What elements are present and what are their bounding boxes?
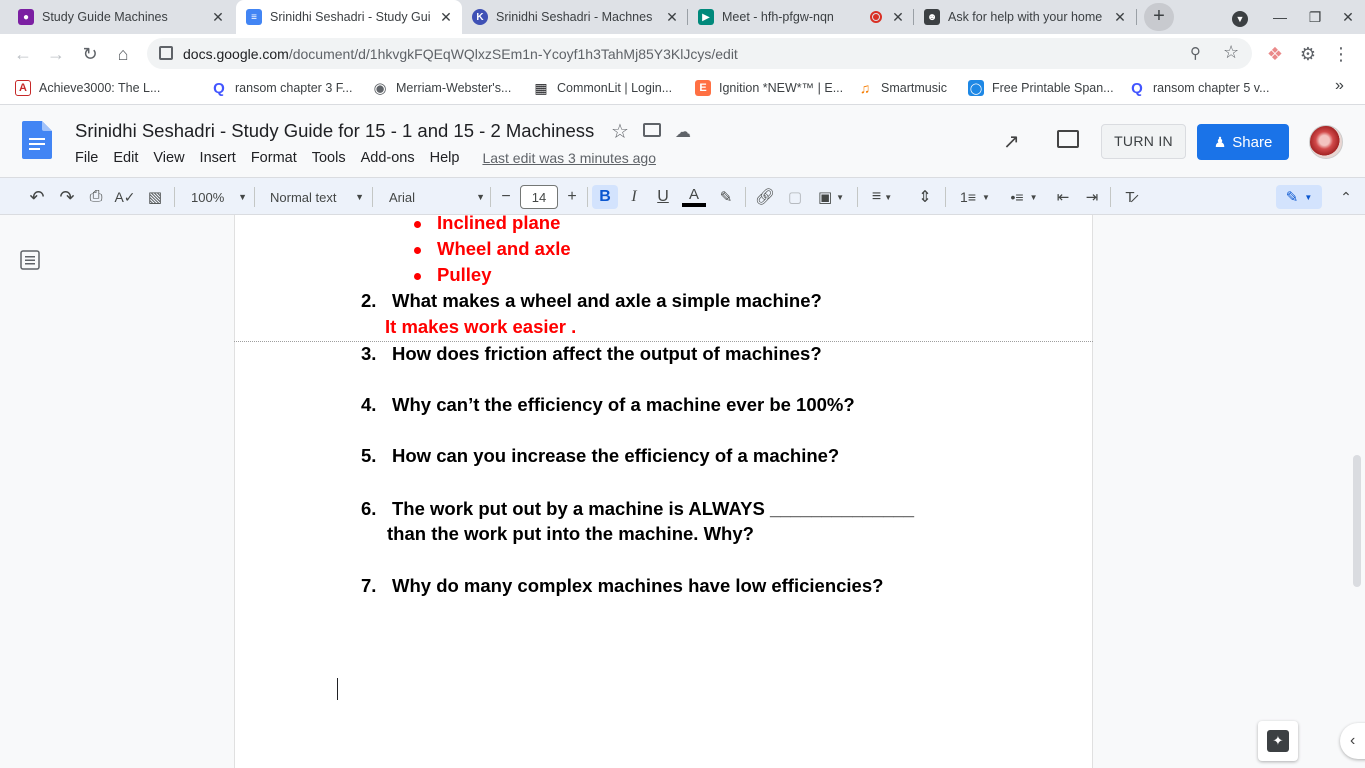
browser-toolbar (0, 34, 1365, 73)
toolbar-divider (587, 187, 588, 207)
move-folder-icon[interactable] (643, 123, 661, 137)
collapse-menus-icon[interactable]: ⌃ (1340, 188, 1352, 205)
question-number: 4. (361, 394, 377, 415)
format-toolbar (0, 177, 1365, 215)
style-value: Normal text (270, 189, 337, 205)
globe-icon: ◉ (373, 80, 387, 97)
underline-icon[interactable]: U (657, 188, 669, 205)
paragraph-style-select[interactable] (262, 185, 364, 209)
italic-icon[interactable]: I (631, 188, 637, 205)
bookmark-ransom-ch5[interactable] (1129, 80, 1270, 96)
tab-study-guide-machines[interactable] (8, 0, 234, 34)
menu-addons[interactable]: Add-ons (360, 150, 415, 166)
tab-separator (1136, 9, 1137, 25)
avatar[interactable] (1309, 125, 1343, 159)
decrease-font-size-button[interactable]: − (501, 188, 511, 205)
last-edit-link[interactable]: Last edit was 3 minutes ago (482, 150, 656, 166)
increase-font-size-button[interactable]: + (567, 188, 577, 205)
tab-title: Study Guide Machines (42, 10, 168, 24)
chevron-down-icon: ▼ (476, 192, 485, 202)
bullet-marker (414, 247, 421, 254)
question-number: 6. (361, 498, 377, 519)
toolbar-divider (857, 187, 858, 207)
tab-active-doc[interactable] (236, 0, 462, 34)
question-text[interactable]: Why do many complex machines have low efficiencies? (392, 575, 884, 596)
toolbar-divider (372, 187, 373, 207)
zoom-value: 100% (191, 189, 225, 205)
bookmark-label: ransom chapter 3 F... (235, 81, 353, 95)
docs-header (0, 105, 1365, 177)
close-icon[interactable]: ✕ (212, 8, 224, 25)
bookmark-label: Merriam-Webster's... (396, 81, 512, 95)
redo-icon[interactable]: ↷ (59, 186, 75, 207)
menu-format[interactable]: Format (250, 150, 297, 166)
undo-icon[interactable]: ↶ (29, 186, 45, 207)
menu-view[interactable]: View (153, 150, 185, 166)
bold-icon[interactable]: B (592, 185, 618, 209)
question-continuation[interactable]: than the work put into the machine. Why? (387, 523, 754, 544)
classroom-icon: ● (18, 9, 34, 25)
tab-search-icon[interactable]: ▼ (1223, 0, 1257, 34)
meet-icon: ▶ (698, 9, 714, 25)
url-path: /document/d/1hkvgkFQEqWQlxzSEm1n-Ycoyf1h3TahMj85Y3KlJcys/edit (288, 46, 738, 62)
menu-file[interactable]: File (75, 150, 99, 166)
toolbar-divider (745, 187, 746, 207)
menu-help[interactable]: Help (429, 150, 460, 166)
share-button[interactable] (1197, 124, 1289, 160)
document-title[interactable]: Srinidhi Seshadri - Study Guide for 15 - 1 and 15 - 2 Machiness (75, 120, 595, 141)
bookmarks-bar (0, 73, 1365, 105)
share-label: Share (1232, 133, 1273, 151)
line-spacing-icon[interactable]: ⇕ (918, 189, 932, 206)
bookmark-label: Achieve3000: The L... (39, 81, 161, 95)
document-outline-icon[interactable] (20, 250, 40, 270)
close-icon[interactable]: ✕ (1114, 8, 1126, 25)
close-icon[interactable]: ✕ (666, 8, 678, 25)
tab-title: Srinidhi Seshadri - Machnes (496, 10, 653, 24)
browser-menu-icon[interactable]: ⋮ (1332, 44, 1350, 64)
person-add-icon: ♟ (1213, 133, 1227, 150)
close-icon[interactable]: ✕ (440, 8, 452, 25)
menu-insert[interactable]: Insert (199, 150, 236, 166)
extensions-puzzle-icon[interactable]: ⚙ (1299, 44, 1317, 64)
tab-machnes[interactable] (462, 0, 688, 34)
toolbar-divider (490, 187, 491, 207)
text-cursor (337, 678, 338, 700)
numbered-list-icon[interactable]: 1≡ ▼ (960, 189, 990, 205)
close-icon[interactable]: ✕ (892, 8, 904, 25)
bookmark-star-icon[interactable]: ☆ (1223, 42, 1240, 62)
bookmark-merriam-webster[interactable] (372, 80, 511, 96)
toolbar-divider (254, 187, 255, 207)
turn-in-button[interactable]: TURN IN (1101, 124, 1186, 159)
spellcheck-icon[interactable]: A✓ (114, 188, 136, 205)
shield-icon: ◯ (968, 80, 984, 96)
side-panel-toggle[interactable] (1340, 723, 1365, 759)
decrease-indent-icon[interactable]: ⇤ (1056, 189, 1070, 206)
quizlet-icon: Q (213, 79, 225, 97)
link-icon[interactable]: 🔗︎ (754, 189, 776, 206)
menu-edit[interactable]: Edit (113, 150, 139, 166)
bookmark-label: Ignition *NEW*™ | E... (719, 81, 844, 95)
vertical-scrollbar[interactable] (1353, 455, 1361, 587)
question-number: 2. (361, 290, 377, 311)
chevron-down-icon: ▼ (238, 192, 247, 202)
editing-mode-icon[interactable]: ✎ ▼ (1276, 185, 1322, 209)
cloud-saved-icon[interactable]: ☁ (675, 124, 691, 141)
menu-tools[interactable]: Tools (311, 150, 346, 166)
bookmark-label: Smartmusic (881, 81, 947, 95)
book-icon: ▦ (534, 79, 548, 96)
tab-title: Meet - hfh-pfgw-nqn (722, 10, 834, 24)
paint-format-icon[interactable]: ▧ (147, 189, 163, 206)
tab-title: Ask for help with your home (948, 10, 1103, 24)
bookmark-ignition[interactable] (695, 80, 843, 96)
toolbar-divider (174, 187, 175, 207)
bookmark-label: CommonLit | Login... (557, 81, 673, 95)
bookmark-ransom-ch3[interactable] (211, 80, 352, 96)
comments-icon[interactable] (1057, 130, 1079, 148)
smartmusic-icon: ♫ (859, 80, 871, 96)
k-icon: K (472, 9, 488, 25)
font-select[interactable] (381, 185, 485, 209)
url-text (183, 46, 738, 62)
achieve-icon: A (15, 80, 31, 96)
restore-icon[interactable]: ❐ (1308, 9, 1322, 25)
text-color-bar (682, 203, 706, 207)
extension-cast-icon[interactable]: ❖ (1266, 44, 1284, 64)
url-host: docs.google.com (183, 46, 289, 62)
chevron-left-icon: ‹ (1350, 732, 1356, 749)
question-number: 7. (361, 575, 377, 596)
back-icon[interactable]: ← (14, 44, 32, 64)
highlight-icon[interactable]: ✎ (719, 189, 733, 206)
question-number: 3. (361, 343, 377, 364)
star-icon[interactable]: ☆ (611, 121, 629, 143)
window-close-icon[interactable]: ✕ (1342, 9, 1354, 25)
increase-indent-icon[interactable]: ⇥ (1085, 189, 1099, 206)
clear-formatting-icon[interactable]: T̷ (1125, 188, 1135, 206)
chevron-down-icon: ▼ (355, 192, 364, 202)
recording-icon (870, 11, 882, 23)
add-comment-icon[interactable]: ▢ (787, 189, 803, 206)
robot-icon: ☻ (924, 9, 940, 25)
bookmarks-overflow[interactable]: » (1335, 77, 1344, 94)
question-text[interactable]: The work put out by a machine is ALWAYS ______________ (392, 498, 914, 519)
reload-icon[interactable]: ↻ (82, 44, 98, 64)
address-bar[interactable] (147, 38, 1252, 69)
toolbar-divider (1110, 187, 1111, 207)
question-text[interactable]: What makes a wheel and axle a simple machine? (392, 290, 822, 311)
explore-button[interactable] (1258, 721, 1298, 761)
menu-bar (75, 150, 671, 166)
insert-image-icon[interactable]: ▣ ▼ (817, 189, 845, 206)
bookmark-free-printable[interactable] (968, 80, 1114, 96)
tab-title: Srinidhi Seshadri - Study Gui (270, 10, 431, 24)
document-canvas (0, 215, 1365, 768)
bullet-item[interactable]: Pulley (437, 264, 492, 285)
align-icon[interactable]: ≡ ▼ (871, 188, 893, 205)
new-tab-button[interactable]: + (1144, 3, 1174, 31)
bookmark-achieve3000[interactable] (15, 80, 160, 96)
bookmark-commonlit[interactable] (533, 80, 672, 96)
bookmark-label: ransom chapter 5 v... (1153, 81, 1270, 95)
question-text[interactable]: How can you increase the efficiency of a machine? (392, 445, 840, 466)
zoom-select[interactable] (183, 185, 247, 209)
explore-icon: ✦ (1267, 730, 1289, 752)
ignition-icon: E (695, 80, 711, 96)
home-icon[interactable]: ⌂ (117, 44, 129, 64)
docs-logo-icon[interactable] (22, 121, 52, 159)
activity-trend-icon[interactable]: ↗ (1003, 131, 1020, 153)
tab-meet[interactable] (688, 0, 914, 34)
bullet-marker (414, 273, 421, 280)
print-icon[interactable]: ⎙ (89, 188, 103, 205)
tab-ask-for-help[interactable] (914, 0, 1136, 34)
location-icon[interactable]: ⚲ (1190, 45, 1201, 62)
text-color-icon[interactable]: A (681, 185, 707, 209)
font-size-input[interactable]: 14 (520, 185, 558, 209)
site-info-icon[interactable] (159, 46, 173, 60)
question-text[interactable]: Why can’t the efficiency of a machine ever be 100%? (392, 394, 855, 415)
bullet-item[interactable]: Wheel and axle (437, 238, 571, 259)
minimize-icon[interactable]: — (1273, 9, 1287, 25)
font-value: Arial (389, 189, 416, 205)
tab-strip (0, 0, 1365, 34)
forward-icon[interactable]: → (47, 44, 65, 64)
docs-icon: ≡ (246, 9, 262, 25)
bullet-item[interactable]: Inclined plane (437, 215, 561, 233)
question-text[interactable]: How does friction affect the output of machines? (392, 343, 822, 364)
bullet-marker (414, 221, 421, 228)
page-break (234, 341, 1093, 342)
bulleted-list-icon[interactable]: •≡ ▼ (1010, 189, 1038, 205)
question-number: 5. (361, 445, 377, 466)
answer-text[interactable]: It makes work easier . (385, 316, 577, 337)
bookmark-smartmusic[interactable] (857, 80, 947, 96)
bookmark-label: Free Printable Span... (992, 81, 1114, 95)
toolbar-divider (945, 187, 946, 207)
quizlet-icon: Q (1131, 79, 1143, 97)
